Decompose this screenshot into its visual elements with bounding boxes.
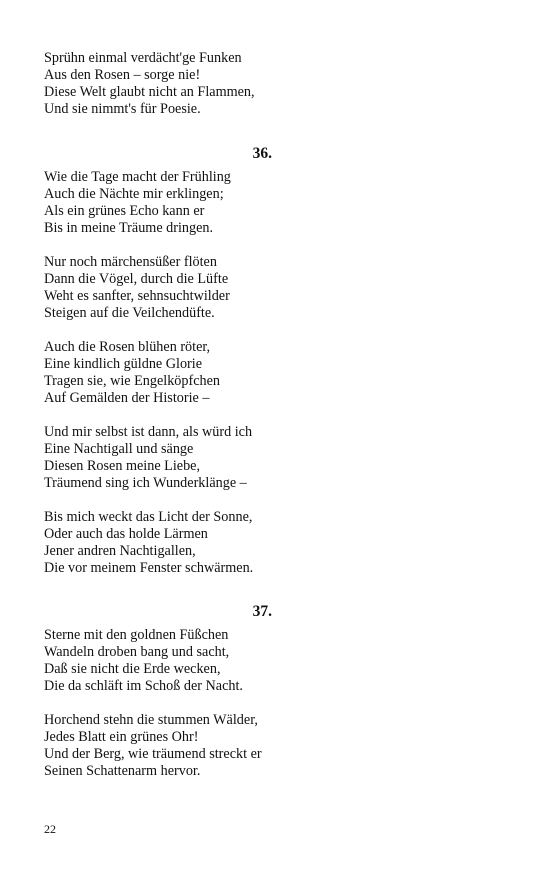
verse-line: Steigen auf die Veilchendüfte. — [44, 305, 215, 321]
verse-line: Jedes Blatt ein grünes Ohr! — [44, 729, 199, 745]
stanza — [44, 509, 272, 577]
verse-line: Sterne mit den goldnen Füßchen — [44, 627, 229, 643]
verse-line: Und mir selbst ist dann, als würd ich — [44, 424, 253, 440]
verse-line: Auch die Nächte mir erklingen; — [44, 186, 224, 202]
verse-line: Oder auch das holde Lärmen — [44, 526, 208, 542]
poem-37 — [44, 603, 272, 780]
stanza — [44, 424, 272, 492]
verse-line: Jener andren Nachtigallen, — [44, 543, 196, 559]
verse-line: Weht es sanfter, sehnsuchtwilder — [44, 288, 230, 304]
verse-line: Aus den Rosen – sorge nie! — [44, 67, 201, 83]
verse-line: Diese Welt glaubt nicht an Flammen, — [44, 84, 255, 100]
verse-line: Nur noch märchensüßer flöten — [44, 254, 217, 270]
verse-line: Tragen sie, wie Engelköpfchen — [44, 373, 220, 389]
book-page — [44, 50, 272, 780]
verse-line: Als ein grünes Echo kann er — [44, 203, 205, 219]
verse-line: Auf Gemälden der Historie – — [44, 390, 210, 406]
stanza — [44, 339, 272, 407]
poem-number: 37. — [252, 603, 272, 620]
page-number: 22 — [44, 822, 56, 836]
verse-line: Wie die Tage macht der Frühling — [44, 169, 231, 185]
poem-36 — [44, 145, 272, 577]
verse-line: Diesen Rosen meine Liebe, — [44, 458, 201, 474]
verse-line: Auch die Rosen blühen röter, — [44, 339, 211, 355]
verse-line: Bis in meine Träume dringen. — [44, 220, 214, 236]
verse-line: Wandeln droben bang und sacht, — [44, 644, 230, 660]
poem-fragment — [44, 50, 272, 118]
verse-line: Träumend sing ich Wunderklänge – — [44, 475, 247, 491]
verse-line: Daß sie nicht die Erde wecken, — [44, 661, 221, 677]
verse-line: Die da schläft im Schoß der Nacht. — [44, 678, 243, 694]
verse-line: Sprühn einmal verdächt'ge Funken — [44, 50, 242, 66]
stanza — [44, 627, 272, 695]
verse-line: Eine Nachtigall und sänge — [44, 441, 194, 457]
verse-line: Die vor meinem Fenster schwärmen. — [44, 560, 254, 576]
stanza — [44, 712, 272, 780]
verse-line: Dann die Vögel, durch die Lüfte — [44, 271, 229, 287]
poem-number: 36. — [252, 145, 272, 162]
verse-line: Und der Berg, wie träumend streckt er — [44, 746, 262, 762]
verse-line: Bis mich weckt das Licht der Sonne, — [44, 509, 253, 525]
stanza — [44, 254, 272, 322]
verse-line: Horchend stehn die stummen Wälder, — [44, 712, 258, 728]
verse-line: Und sie nimmt's für Poesie. — [44, 101, 201, 117]
stanza — [44, 169, 272, 237]
verse-line: Eine kindlich güldne Glorie — [44, 356, 202, 372]
stanza — [44, 50, 272, 118]
verse-line: Seinen Schattenarm hervor. — [44, 763, 201, 779]
